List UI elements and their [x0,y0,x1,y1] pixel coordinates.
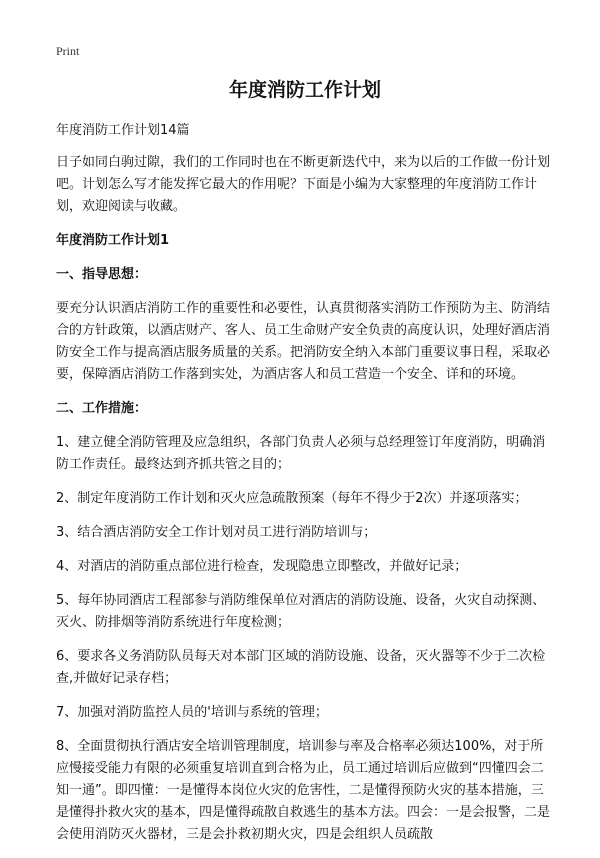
list-item: 6、要求各义务消防队员每天对本部门区域的消防设施、设备，灭火器等不少于二次检查,并做好记录存档； [56,649,546,686]
heading-guiding-ideology: 一、指导思想： [56,267,148,282]
list-item: 5、每年协同酒店工程部参与消防维保单位对酒店的消防设施、设备，火灾自动探测、灭火、防排烟等消防系统进行年度检测； [56,593,546,630]
print-link[interactable]: Print [56,44,80,58]
document-subtitle: 年度消防工作计划14篇 [56,123,190,138]
heading-work-measures: 二、工作措施： [56,401,148,416]
list-item: 2、制定年度消防工作计划和灭火应急疏散预案（每年不得少于2次）并逐项落实； [56,491,528,506]
list-item: 3、结合酒店消防安全工作计划对员工进行消防培训与； [56,525,377,540]
paragraph-guiding-ideology: 要充分认识酒店消防工作的重要性和必要性，认真贯彻落实消防工作预防为主、防消结合的方针政策，以酒店财产、客人、员工生命财产安全负责的高度认识，处理好酒店消防安全工作与提高酒店服务质量的关系。把消防安全纳入本部门重要议事日程，采取必要，保障酒店消防工作落到实处，为酒店客人和员工营造一个安全、详和的环境。 [56,301,551,382]
document-title: 年度消防工作计划 [228,79,381,101]
list-item: 8、全面贯彻执行酒店安全培训管理制度，培训参与率及合格率必须达100%，对于所应慢接受能力有限的必须重复培训直到合格为止，员工通过培训后应做到“四懂四会二知一通”。即四懂：一是懂得本岗位火灾的危害性，二是懂得预防火灾的基本措施，三是懂得扑救火灾的基本，四是懂得疏散自救逃生的基本方法。四会：一是会报警，二是会使用消防灭火器材，三是会扑救初期火灾，四是会组织人员疏散 [56,739,551,842]
document-body [56,76,554,858]
section-title: 年度消防工作计划1 [56,233,170,248]
intro-paragraph: 日子如同白驹过隙，我们的工作同时也在不断更新迭代中，来为以后的工作做一份计划吧。计划怎么写才能发挥它最大的作用呢？下面是小编为大家整理的年度消防工作计划，欢迎阅读与收藏。 [56,155,551,214]
list-item: 4、对酒店的消防重点部位进行检查，发现隐患立即整改，并做好记录； [56,559,468,574]
list-item: 1、建立健全消防管理及应急组织，各部门负责人必须与总经理签订年度消防，明确消防工作责任。最终达到齐抓共管之目的； [56,435,546,472]
list-item: 7、加强对消防监控人员的'培训与系统的管理； [56,705,328,720]
